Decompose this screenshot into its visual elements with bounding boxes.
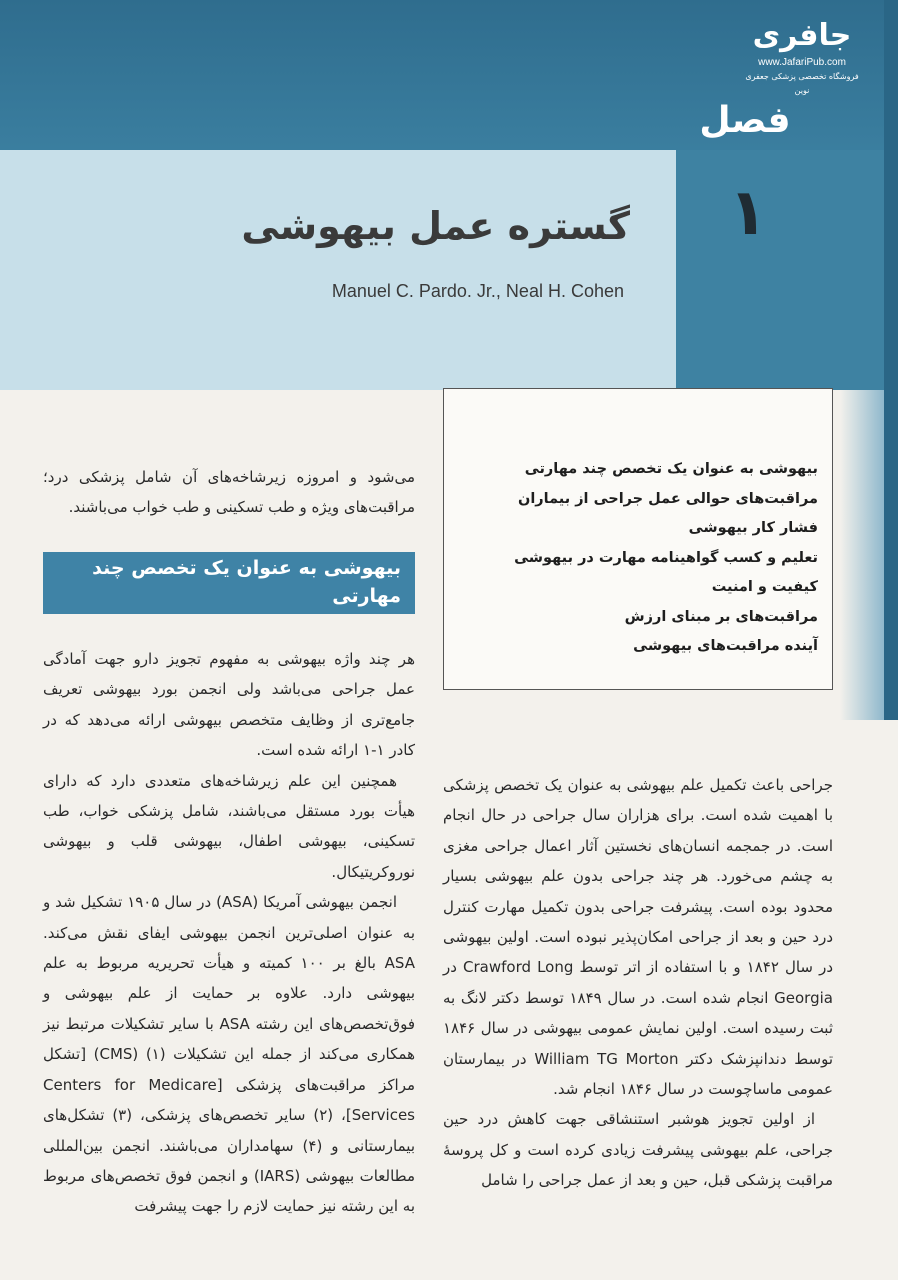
paragraph: می‌شود و امروزه زیرشاخه‌های آن شامل پزشکی درد؛ مراقبت‌های ویژه و طب تسکینی و طب خواب می‌باشند. [43, 468, 415, 517]
outline-item: آینده مراقبت‌های بیهوشی [633, 638, 818, 654]
section-heading: بیهوشی به عنوان یک تخصص چند مهارتی [43, 552, 415, 614]
outline-item: فشار کار بیهوشی [688, 520, 818, 536]
paragraph: انجمن بیهوشی آمریکا (ASA) در سال ۱۹۰۵ تشکیل شد و به عنوان اصلی‌ترین انجمن بیهوشی ایفای نقش می‌کند. ASA بالغ بر ۱۰۰ کمیته و هیأت تحریریه مربوط به علم بیهوشی دارد. علاوه بر حمایت از علم بیهوشی و فوق‌تخصص‌های این رشته ASA با سایر تشکیلات مرتبط نیز همکاری می‌کند از جمله این تشکیلات (۱) (CMS) [تشکل مراکز مراقبت‌های پزشکی [Centers for Medicare Services]، (۲) سایر تخصص‌های پزشکی، (۳) تشکل‌های بیمارستانی و (۴) سهامداران می‌باشند. انجمن بین‌المللی مطالعات بیهوشی (IARS) و انجمن فوق تخصص‌های مربوط به این رشته نیز حمایت لازم را جهت پیشرفت [43, 893, 416, 1216]
logo-url: www.JafariPub.com [758, 57, 846, 68]
side-fade [840, 390, 884, 720]
chapter-outline-box [443, 388, 833, 690]
paragraph: از اولین تجویز هوشبر استنشاقی جهت کاهش درد حین جراحی، علم بیهوشی پیشرفت زیادی کرده است و کل پروسهٔ مراقبت پزشکی قبل، حین و بعد از عمل جراحی را شامل [443, 1110, 833, 1190]
outline-item: بیهوشی به عنوان یک تخصص چند مهارتی [524, 461, 818, 477]
outline-item: مراقبت‌های حوالی عمل جراحی از بیماران [517, 490, 818, 507]
edge-strip [884, 0, 898, 720]
paragraph: هر چند واژه بیهوشی به مفهوم تجویز دارو جهت آمادگی عمل جراحی می‌باشد ولی انجمن بورد بیهوشی تعریف جامع‌تری از وظایف متخصص بیهوشی ارائه می‌دهد که در کادر ۱-۱ ارائه شده است. [43, 650, 415, 760]
publisher-logo [742, 16, 862, 106]
outline-item: تعلیم و کسب گواهینامه مهارت در بیهوشی [514, 549, 818, 566]
logo-mark: جافری [752, 18, 852, 53]
outline-item: کیفیت و امنیت [711, 579, 818, 595]
right-column [443, 770, 833, 1196]
chapter-authors: Manuel C. Pardo. Jr., Neal H. Cohen [331, 281, 624, 301]
left-column [43, 644, 415, 1222]
title-band [0, 150, 676, 390]
logo-shop-name: فروشگاه تخصصی پزشکی جعفری نوین [745, 72, 859, 95]
paragraph: همچنین این علم زیرشاخه‌های متعددی دارد که دارای هیأت بورد مستقل می‌باشند، شامل پزشکی خواب، طب تسکینی، بیهوشی اطفال، بیهوشی قلب و بیهوشی نوروکریتیکال. [43, 771, 415, 881]
chapter-number: ۱ [728, 176, 768, 250]
chapter-title: گستره عمل بیهوشی [241, 204, 630, 248]
paragraph: جراحی باعث تکمیل علم بیهوشی به عنوان یک تخصص پزشکی با اهمیت شده است. برای هزاران سال جراحی در حال انجام است. در جمجمه انسان‌های نخستین آثار اعمال جراحی مغزی به چشم می‌خورد. هر چند جراحی بدون علم بیهوشی بسیار محدود بوده است. پیشرفت جراحی بدون تکمیل مهارت کنترل درد حین و بعد از جراحی امکان‌پذیر نبوده است. اولین بیهوشی در سال ۱۸۴۲ و با استفاده از اتر توسط Crawford Long در Georgia انجام شده است. در سال ۱۸۴۹ توسط دکتر لانگ به ثبت رسیده است. اولین نمایش عمومی بیهوشی در سال ۱۸۴۶ توسط دندانپزشک دکتر William TG Morton در بیمارستان عمومی ماساچوست در سال ۱۸۴۶ انجام شد. [443, 776, 834, 1099]
left-intro-paragraph [43, 462, 415, 523]
outline-item: مراقبت‌های بر مبنای ارزش [624, 608, 818, 625]
chapter-number-box [676, 150, 884, 390]
chapter-label: فصل [699, 100, 791, 141]
